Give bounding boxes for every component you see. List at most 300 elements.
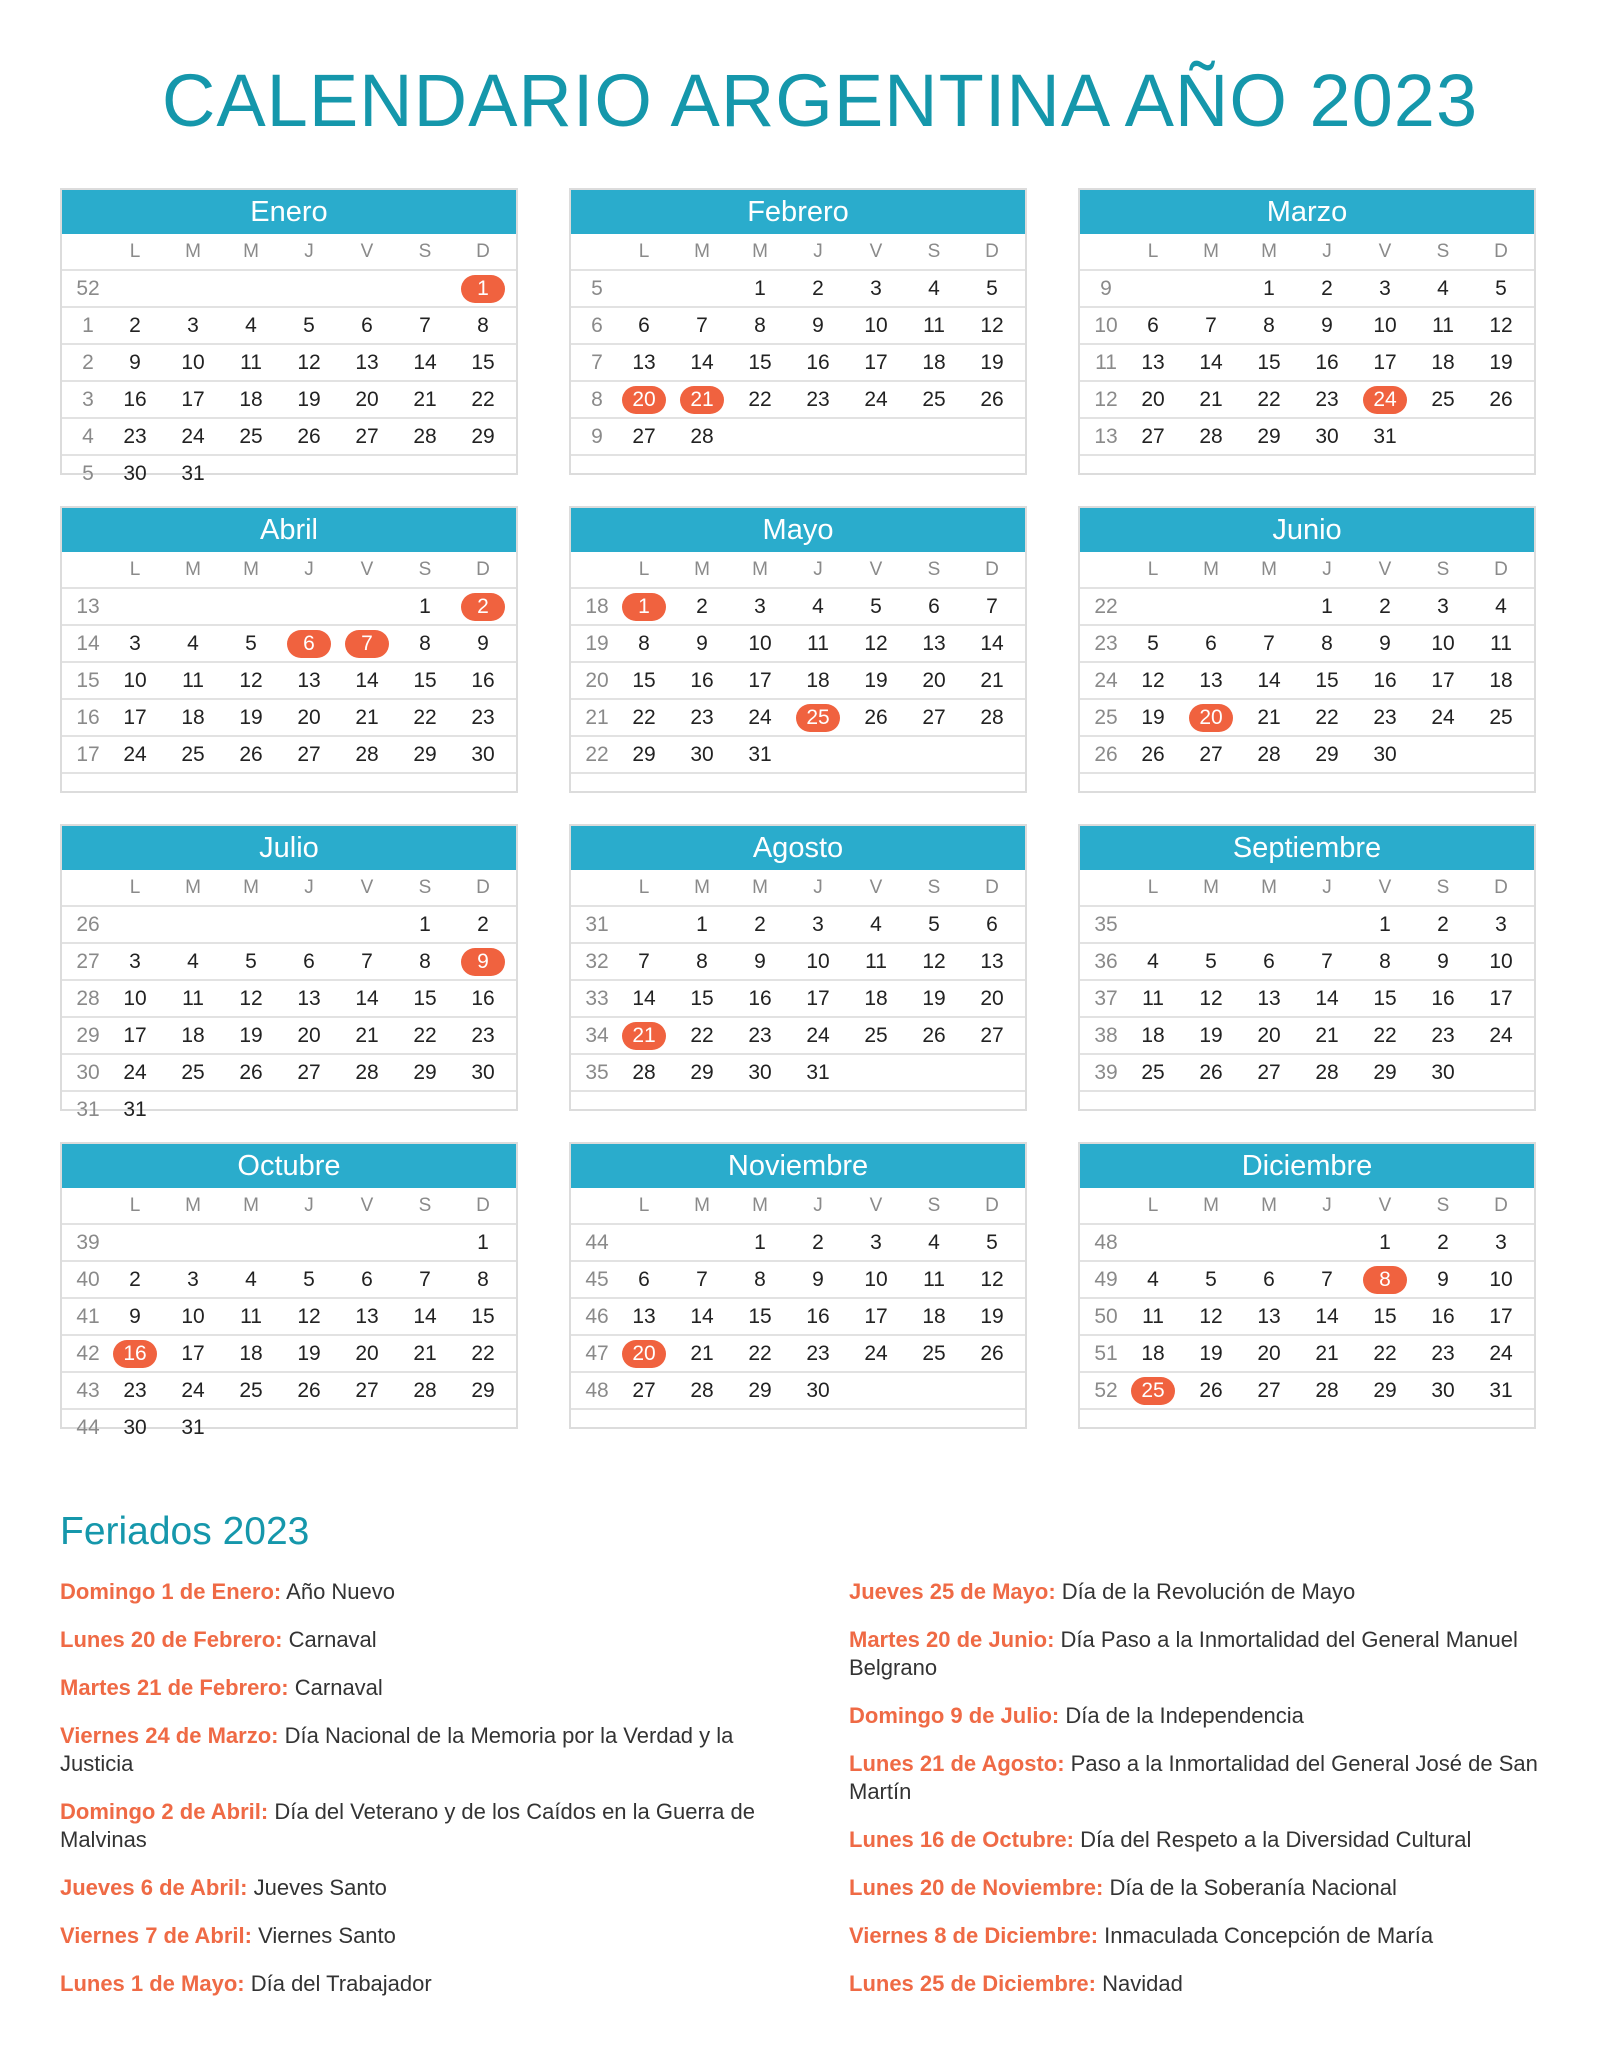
week-number: 33 bbox=[585, 987, 609, 1010]
week-number: 8 bbox=[591, 388, 603, 411]
week-number bbox=[1080, 1410, 1124, 1445]
day-cell: 10 bbox=[1489, 950, 1513, 973]
weekday-label: S bbox=[418, 241, 432, 262]
day-cell bbox=[454, 1092, 512, 1127]
weekday-label: M bbox=[694, 1195, 710, 1216]
day-cell: 2 bbox=[477, 913, 489, 936]
day-cell: 10 bbox=[748, 632, 772, 655]
day-cell bbox=[222, 456, 280, 491]
day-cell: 24 bbox=[748, 706, 772, 729]
week-row bbox=[1080, 1225, 1534, 1262]
day-cell: 27 bbox=[1257, 1379, 1281, 1402]
holiday-name: Navidad bbox=[1102, 1971, 1183, 1996]
week-row bbox=[571, 308, 1025, 345]
week-row bbox=[571, 419, 1025, 456]
day-cell: 24 bbox=[123, 1061, 147, 1084]
weekday-label: V bbox=[360, 559, 374, 580]
day-cell: 3 bbox=[1495, 913, 1507, 936]
month-header: Abril bbox=[62, 508, 516, 552]
holidays-list-left bbox=[60, 1578, 805, 2018]
week-number: 44 bbox=[585, 1231, 609, 1254]
day-cell: 7 bbox=[361, 950, 373, 973]
week-number: 2 bbox=[82, 351, 94, 374]
day-cell: 11 bbox=[923, 314, 945, 337]
day-cell: 27 bbox=[297, 1061, 321, 1084]
weekday-label: L bbox=[1147, 559, 1159, 580]
day-cell: 15 bbox=[1373, 987, 1397, 1010]
week-row bbox=[571, 944, 1025, 981]
day-cell: 3 bbox=[1437, 595, 1449, 618]
day-cell: 13 bbox=[355, 351, 379, 374]
day-cell: 23 bbox=[1315, 388, 1339, 411]
day-cell: 31 bbox=[806, 1061, 830, 1084]
weekday-label: V bbox=[869, 559, 883, 580]
day-cell: 29 bbox=[1373, 1379, 1397, 1402]
day-cell bbox=[222, 271, 280, 306]
day-cell: 9 bbox=[1437, 950, 1449, 973]
week-number: 34 bbox=[585, 1024, 609, 1047]
day-cell: 21 bbox=[355, 706, 379, 729]
day-cell bbox=[164, 1092, 222, 1127]
holiday-day-number: 9 bbox=[461, 948, 505, 976]
weekday-label: V bbox=[360, 877, 374, 898]
month-header: Diciembre bbox=[1080, 1144, 1534, 1188]
day-cell bbox=[847, 1092, 905, 1127]
day-cell bbox=[847, 1055, 905, 1090]
day-cell bbox=[905, 1410, 963, 1445]
week-row bbox=[62, 907, 516, 944]
day-cell: 7 bbox=[419, 1268, 431, 1291]
day-cell: 15 bbox=[413, 669, 437, 692]
day-cell: 5 bbox=[1147, 632, 1159, 655]
day-cell: 11 bbox=[923, 1268, 945, 1291]
day-cell: 15 bbox=[413, 987, 437, 1010]
week-row bbox=[571, 663, 1025, 700]
day-cell: 16 bbox=[1315, 351, 1339, 374]
day-cell bbox=[1124, 1225, 1182, 1260]
day-cell bbox=[1356, 456, 1414, 491]
weekday-label: L bbox=[638, 559, 650, 580]
week-number: 41 bbox=[76, 1305, 100, 1328]
week-number: 52 bbox=[76, 277, 100, 300]
week-row bbox=[62, 1018, 516, 1055]
week-row bbox=[571, 1373, 1025, 1410]
month-octubre bbox=[60, 1142, 518, 1439]
week-row bbox=[1080, 345, 1534, 382]
weekday-label: M bbox=[1203, 241, 1219, 262]
day-cell: 6 bbox=[638, 314, 650, 337]
weekday-header-row bbox=[571, 552, 1025, 589]
holiday-day bbox=[106, 1336, 164, 1371]
day-cell: 21 bbox=[1257, 706, 1281, 729]
day-cell: 12 bbox=[239, 987, 263, 1010]
day-cell: 3 bbox=[1495, 1231, 1507, 1254]
day-cell bbox=[673, 1225, 731, 1260]
day-cell: 8 bbox=[696, 950, 708, 973]
holiday-name: Carnaval bbox=[288, 1627, 377, 1652]
day-cell: 3 bbox=[812, 913, 824, 936]
week-number: 16 bbox=[76, 706, 100, 729]
holiday-item bbox=[849, 1922, 1594, 1950]
week-row bbox=[62, 1262, 516, 1299]
day-cell: 14 bbox=[1315, 1305, 1339, 1328]
day-cell: 22 bbox=[1257, 388, 1281, 411]
weekday-label: S bbox=[927, 877, 941, 898]
week-number: 7 bbox=[591, 351, 603, 374]
day-cell: 13 bbox=[297, 669, 321, 692]
weekday-label: M bbox=[185, 1195, 201, 1216]
day-cell: 6 bbox=[361, 1268, 373, 1291]
holiday-day bbox=[789, 700, 847, 735]
holiday-date: Lunes 16 de Octubre: bbox=[849, 1827, 1074, 1852]
day-cell bbox=[1124, 589, 1182, 624]
day-cell: 11 bbox=[1490, 632, 1512, 655]
day-cell: 22 bbox=[748, 1342, 772, 1365]
holiday-day-number: 6 bbox=[287, 630, 331, 658]
day-cell: 24 bbox=[181, 1379, 205, 1402]
day-cell: 27 bbox=[1141, 425, 1165, 448]
day-cell: 12 bbox=[922, 950, 946, 973]
day-cell: 7 bbox=[419, 314, 431, 337]
day-cell: 18 bbox=[922, 351, 946, 374]
day-cell: 22 bbox=[413, 706, 437, 729]
week-row bbox=[571, 1018, 1025, 1055]
weekday-label: L bbox=[638, 241, 650, 262]
holiday-date: Lunes 21 de Agosto: bbox=[849, 1751, 1065, 1776]
day-cell: 19 bbox=[239, 706, 263, 729]
holiday-day-number: 20 bbox=[1189, 704, 1233, 732]
week-number: 46 bbox=[585, 1305, 609, 1328]
week-number: 24 bbox=[1094, 669, 1118, 692]
day-cell: 2 bbox=[754, 913, 766, 936]
day-cell: 27 bbox=[1199, 743, 1223, 766]
day-cell: 11 bbox=[1142, 1305, 1164, 1328]
day-cell: 16 bbox=[471, 669, 495, 692]
week-number: 11 bbox=[1095, 351, 1117, 374]
week-number: 39 bbox=[1094, 1061, 1118, 1084]
day-cell bbox=[396, 1410, 454, 1445]
day-cell: 25 bbox=[922, 1342, 946, 1365]
week-number: 12 bbox=[1094, 388, 1118, 411]
day-cell bbox=[106, 271, 164, 306]
day-cell: 25 bbox=[864, 1024, 888, 1047]
weekday-header-row bbox=[1080, 870, 1534, 907]
day-cell: 26 bbox=[1141, 743, 1165, 766]
holiday-name: Día de la Soberanía Nacional bbox=[1109, 1875, 1397, 1900]
day-cell: 2 bbox=[812, 277, 824, 300]
weekday-header-row bbox=[62, 552, 516, 589]
week-row bbox=[62, 944, 516, 981]
day-cell: 7 bbox=[1321, 950, 1333, 973]
day-cell bbox=[615, 1092, 673, 1127]
day-cell: 30 bbox=[471, 743, 495, 766]
weekday-header-row bbox=[1080, 552, 1534, 589]
holiday-name: Día Nacional de la Memoria por la Verdad y la Justicia bbox=[60, 1723, 734, 1776]
day-cell: 20 bbox=[297, 706, 321, 729]
day-cell: 11 bbox=[240, 351, 262, 374]
holiday-day bbox=[615, 589, 673, 624]
day-cell: 26 bbox=[980, 388, 1004, 411]
day-cell: 20 bbox=[355, 388, 379, 411]
day-cell: 31 bbox=[181, 1416, 205, 1439]
day-cell bbox=[731, 1092, 789, 1127]
day-cell: 20 bbox=[1141, 388, 1165, 411]
weekday-label: M bbox=[1203, 877, 1219, 898]
day-cell: 15 bbox=[471, 351, 495, 374]
day-cell: 31 bbox=[123, 1098, 147, 1121]
holiday-day-number: 20 bbox=[622, 1340, 666, 1368]
day-cell bbox=[673, 1092, 731, 1127]
week-number: 13 bbox=[76, 595, 100, 618]
week-row bbox=[1080, 700, 1534, 737]
week-number: 21 bbox=[585, 706, 609, 729]
day-cell: 17 bbox=[123, 1024, 147, 1047]
week-number: 48 bbox=[1094, 1231, 1118, 1254]
day-cell: 27 bbox=[632, 1379, 656, 1402]
week-row bbox=[1080, 663, 1534, 700]
holiday-day bbox=[1356, 382, 1414, 417]
day-cell bbox=[1182, 774, 1240, 809]
weekday-label: S bbox=[927, 1195, 941, 1216]
day-cell: 2 bbox=[1437, 913, 1449, 936]
day-cell: 2 bbox=[696, 595, 708, 618]
day-cell bbox=[1298, 1410, 1356, 1445]
day-cell bbox=[963, 1410, 1021, 1445]
week-number: 26 bbox=[1094, 743, 1118, 766]
week-row bbox=[1080, 1092, 1534, 1127]
day-cell bbox=[673, 271, 731, 306]
day-cell: 3 bbox=[870, 277, 882, 300]
day-cell: 12 bbox=[864, 632, 888, 655]
week-row bbox=[1080, 1055, 1534, 1092]
week-row bbox=[62, 700, 516, 737]
weekday-label: M bbox=[185, 559, 201, 580]
day-cell: 17 bbox=[864, 1305, 888, 1328]
week-number: 3 bbox=[82, 388, 94, 411]
day-cell: 20 bbox=[980, 987, 1004, 1010]
weekday-header-row bbox=[62, 870, 516, 907]
day-cell: 30 bbox=[1373, 743, 1397, 766]
day-cell: 4 bbox=[870, 913, 882, 936]
holiday-item bbox=[60, 1798, 805, 1854]
day-cell: 12 bbox=[1141, 669, 1165, 692]
week-row bbox=[571, 345, 1025, 382]
day-cell: 18 bbox=[181, 1024, 205, 1047]
day-cell bbox=[1124, 907, 1182, 942]
day-cell: 15 bbox=[1257, 351, 1281, 374]
holiday-item bbox=[60, 1922, 805, 1950]
day-cell: 22 bbox=[1315, 706, 1339, 729]
day-cell: 19 bbox=[239, 1024, 263, 1047]
weekday-label: M bbox=[694, 877, 710, 898]
month-mayo bbox=[569, 506, 1027, 793]
weekday-header-row bbox=[62, 1188, 516, 1225]
day-cell: 27 bbox=[980, 1024, 1004, 1047]
day-cell: 12 bbox=[239, 669, 263, 692]
holidays-list-right bbox=[849, 1578, 1594, 2018]
day-cell: 12 bbox=[297, 1305, 321, 1328]
day-cell: 13 bbox=[922, 632, 946, 655]
week-row bbox=[571, 1410, 1025, 1445]
day-cell: 11 bbox=[240, 1305, 262, 1328]
day-cell bbox=[1124, 456, 1182, 491]
week-number bbox=[1080, 774, 1124, 809]
day-cell: 28 bbox=[413, 425, 437, 448]
week-row bbox=[571, 1225, 1025, 1262]
day-cell: 3 bbox=[187, 314, 199, 337]
day-cell bbox=[1298, 456, 1356, 491]
weekday-label: J bbox=[304, 877, 314, 898]
week-number-header bbox=[571, 234, 615, 269]
day-cell: 6 bbox=[986, 913, 998, 936]
day-cell bbox=[615, 1225, 673, 1260]
day-cell: 24 bbox=[1489, 1342, 1513, 1365]
day-cell: 17 bbox=[181, 1342, 205, 1365]
week-number bbox=[571, 1410, 615, 1445]
day-cell: 5 bbox=[1205, 950, 1217, 973]
holiday-item bbox=[60, 1578, 805, 1606]
day-cell: 12 bbox=[1199, 1305, 1223, 1328]
week-row bbox=[1080, 456, 1534, 491]
holiday-item bbox=[60, 1722, 805, 1778]
day-cell bbox=[963, 1092, 1021, 1127]
holiday-day bbox=[615, 1018, 673, 1053]
day-cell: 26 bbox=[297, 425, 321, 448]
day-cell bbox=[1298, 1225, 1356, 1260]
weekday-label: D bbox=[1494, 559, 1508, 580]
day-cell: 1 bbox=[477, 1231, 489, 1254]
day-cell bbox=[338, 456, 396, 491]
day-cell: 8 bbox=[1379, 950, 1391, 973]
week-number: 49 bbox=[1094, 1268, 1118, 1291]
week-number-header bbox=[62, 870, 106, 905]
holiday-date: Martes 21 de Febrero: bbox=[60, 1675, 289, 1700]
day-cell: 28 bbox=[1199, 425, 1223, 448]
day-cell: 5 bbox=[928, 913, 940, 936]
week-row bbox=[1080, 626, 1534, 663]
day-cell: 28 bbox=[413, 1379, 437, 1402]
day-cell: 26 bbox=[1199, 1061, 1223, 1084]
week-number: 36 bbox=[1094, 950, 1118, 973]
day-cell: 17 bbox=[864, 351, 888, 374]
day-cell bbox=[1472, 1410, 1530, 1445]
weekday-label: M bbox=[1261, 1195, 1277, 1216]
weekday-label: M bbox=[694, 241, 710, 262]
week-number: 47 bbox=[585, 1342, 609, 1365]
day-cell: 28 bbox=[1315, 1379, 1339, 1402]
day-cell bbox=[1298, 907, 1356, 942]
holiday-item bbox=[60, 1970, 805, 1998]
week-row bbox=[62, 308, 516, 345]
day-cell bbox=[1414, 419, 1472, 454]
holiday-date: Lunes 25 de Diciembre: bbox=[849, 1971, 1096, 1996]
holiday-item bbox=[849, 1626, 1594, 1682]
week-row bbox=[571, 589, 1025, 626]
holiday-day bbox=[1124, 1373, 1182, 1408]
day-cell bbox=[673, 774, 731, 809]
day-cell: 4 bbox=[1147, 1268, 1159, 1291]
day-cell: 3 bbox=[1379, 277, 1391, 300]
month-header: Junio bbox=[1080, 508, 1534, 552]
day-cell: 4 bbox=[1147, 950, 1159, 973]
day-cell bbox=[1240, 774, 1298, 809]
holiday-date: Viernes 8 de Diciembre: bbox=[849, 1923, 1099, 1948]
day-cell: 27 bbox=[355, 1379, 379, 1402]
day-cell: 15 bbox=[471, 1305, 495, 1328]
holiday-day-number: 24 bbox=[1363, 386, 1407, 414]
day-cell bbox=[905, 774, 963, 809]
day-cell bbox=[731, 456, 789, 491]
day-cell: 22 bbox=[471, 388, 495, 411]
day-cell: 15 bbox=[690, 987, 714, 1010]
day-cell bbox=[222, 774, 280, 809]
day-cell: 17 bbox=[1373, 351, 1397, 374]
day-cell: 11 bbox=[1432, 314, 1454, 337]
day-cell: 9 bbox=[1379, 632, 1391, 655]
day-cell bbox=[106, 1225, 164, 1260]
week-number: 44 bbox=[76, 1416, 100, 1439]
day-cell bbox=[1240, 456, 1298, 491]
day-cell: 19 bbox=[922, 987, 946, 1010]
week-row bbox=[62, 1410, 516, 1445]
weekday-label: L bbox=[129, 877, 141, 898]
day-cell: 18 bbox=[922, 1305, 946, 1328]
day-cell bbox=[847, 456, 905, 491]
day-cell: 10 bbox=[864, 314, 888, 337]
day-cell: 8 bbox=[477, 314, 489, 337]
holiday-name: Jueves Santo bbox=[253, 1875, 387, 1900]
day-cell: 19 bbox=[1141, 706, 1165, 729]
day-cell bbox=[1240, 1410, 1298, 1445]
week-number: 51 bbox=[1094, 1342, 1118, 1365]
day-cell: 5 bbox=[986, 1231, 998, 1254]
day-cell bbox=[1414, 1092, 1472, 1127]
day-cell: 29 bbox=[1373, 1061, 1397, 1084]
day-cell: 15 bbox=[748, 1305, 772, 1328]
weekday-label: S bbox=[418, 877, 432, 898]
weekday-label: J bbox=[1322, 1195, 1332, 1216]
day-cell: 17 bbox=[1489, 987, 1513, 1010]
weekday-label: D bbox=[1494, 1195, 1508, 1216]
day-cell: 20 bbox=[922, 669, 946, 692]
day-cell: 20 bbox=[297, 1024, 321, 1047]
day-cell: 29 bbox=[748, 1379, 772, 1402]
day-cell: 30 bbox=[690, 743, 714, 766]
day-cell bbox=[338, 907, 396, 942]
weekday-label: J bbox=[1322, 559, 1332, 580]
day-cell: 23 bbox=[471, 706, 495, 729]
day-cell: 3 bbox=[129, 632, 141, 655]
day-cell: 9 bbox=[696, 632, 708, 655]
holiday-date: Jueves 6 de Abril: bbox=[60, 1875, 248, 1900]
holiday-item bbox=[849, 1970, 1594, 1998]
day-cell: 19 bbox=[297, 388, 321, 411]
day-cell: 30 bbox=[806, 1379, 830, 1402]
day-cell: 21 bbox=[413, 388, 437, 411]
day-cell bbox=[280, 271, 338, 306]
day-cell: 1 bbox=[754, 277, 766, 300]
day-cell: 9 bbox=[129, 1305, 141, 1328]
weekday-header-row bbox=[571, 234, 1025, 271]
holidays-title: Feriados 2023 bbox=[60, 1510, 310, 1553]
day-cell: 10 bbox=[1373, 314, 1397, 337]
day-cell: 9 bbox=[812, 1268, 824, 1291]
month-diciembre bbox=[1078, 1142, 1536, 1429]
week-row bbox=[1080, 774, 1534, 809]
day-cell: 10 bbox=[123, 987, 147, 1010]
day-cell: 28 bbox=[355, 1061, 379, 1084]
holiday-date: Viernes 7 de Abril: bbox=[60, 1923, 252, 1948]
